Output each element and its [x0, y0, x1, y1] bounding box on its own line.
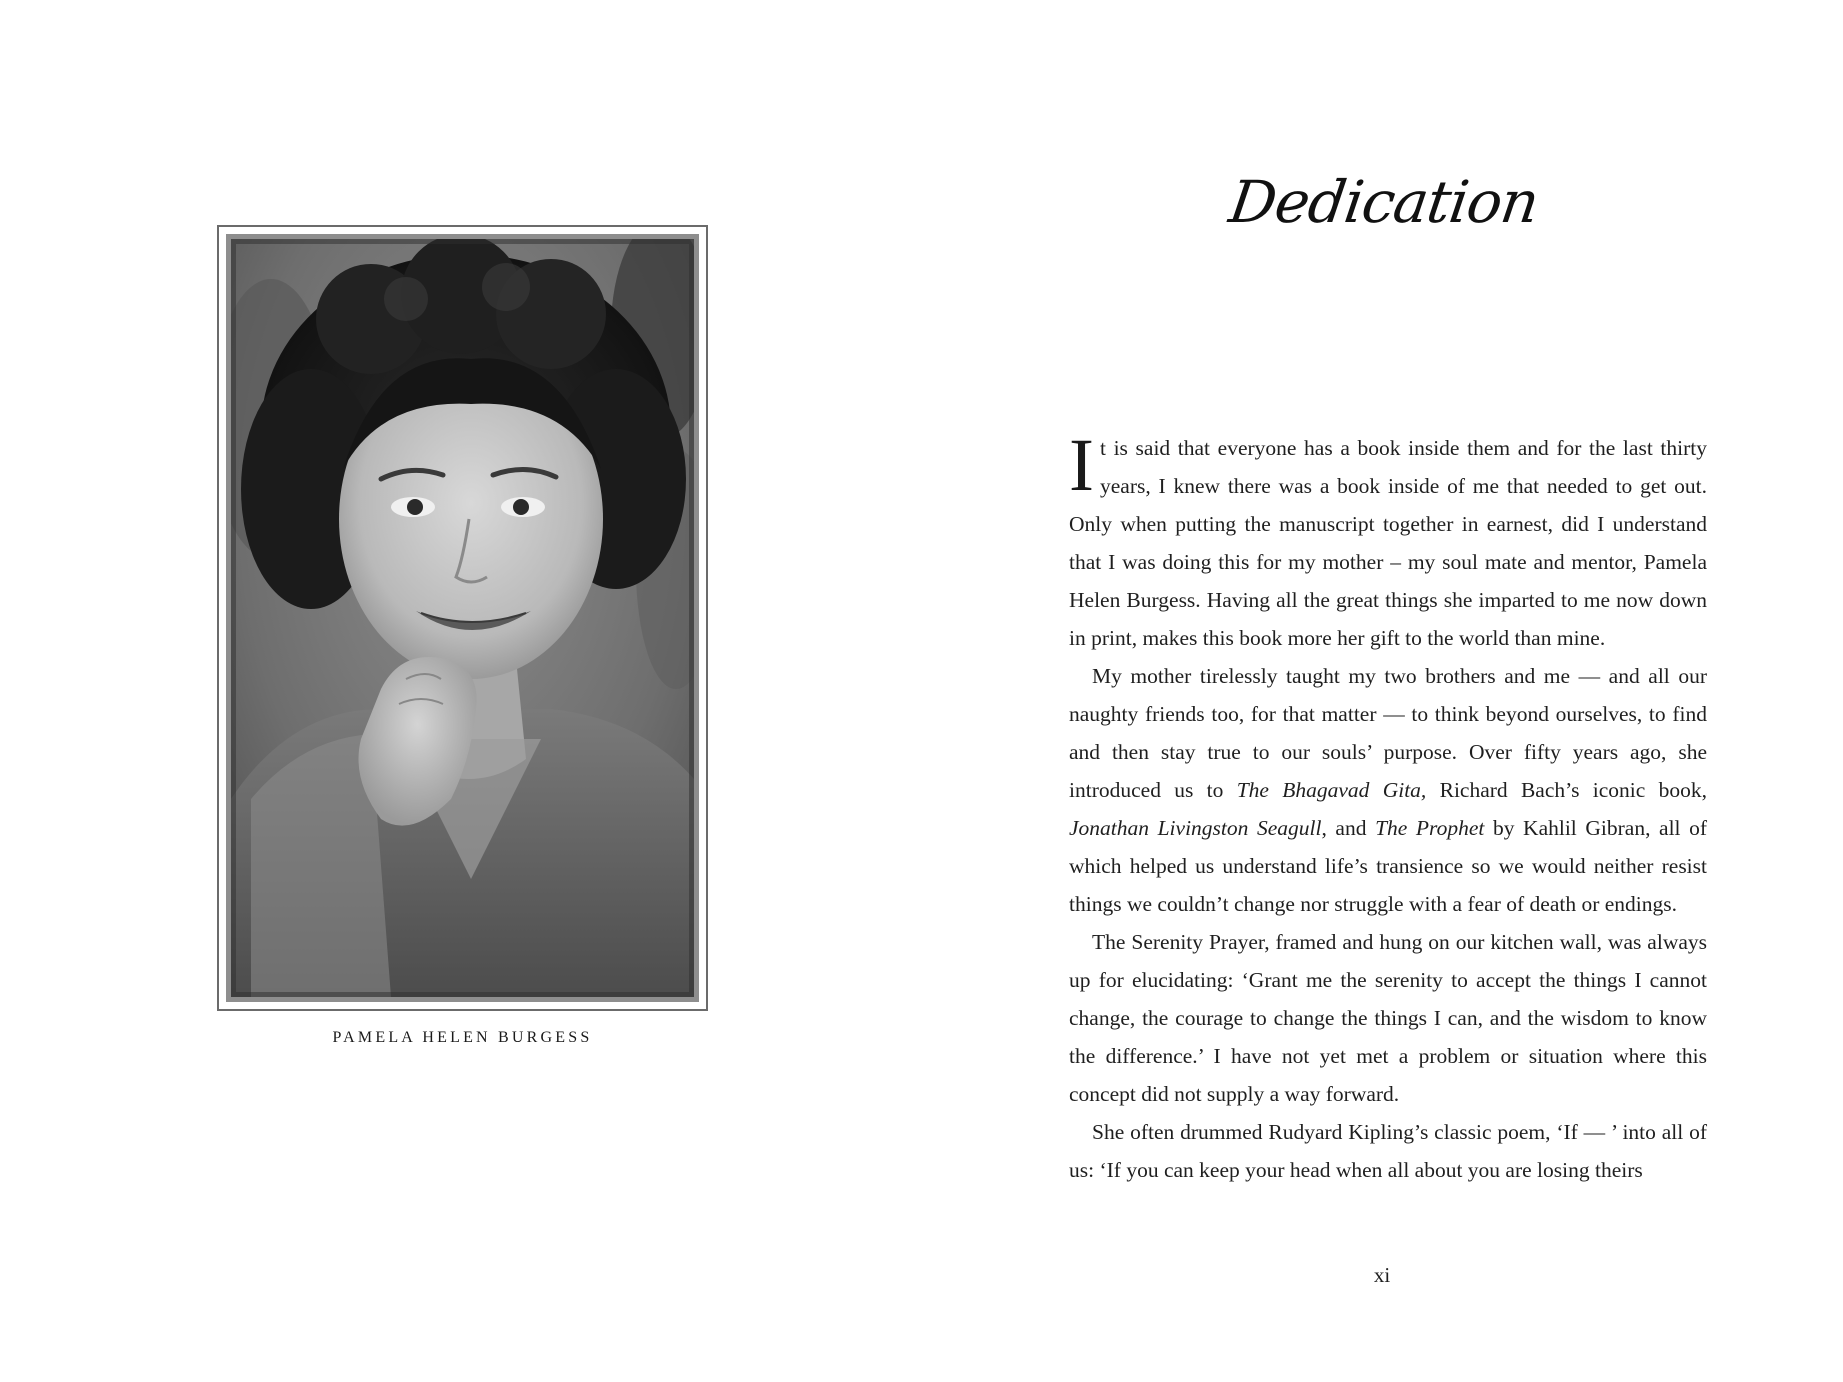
paragraph-2-run-4: by Kahlil Gibran, all of which helped us understand life’s transience so we would neither resist things we couldn’t change nor struggle with a fear of death or endings. [1069, 816, 1708, 916]
dedication-heading: Dedication [1225, 168, 1543, 236]
paragraph-1 [1069, 424, 1707, 657]
book-title-jonathan-livingston-seagull: Jonathan Livingston Seagull [1069, 816, 1322, 840]
book-title-the-prophet: The Prophet [1375, 816, 1485, 840]
portrait-photo [231, 239, 694, 997]
paragraph-2-run-2: Richard Bach’s iconic book, [1426, 778, 1707, 802]
portrait-photo-frame [217, 225, 708, 1011]
paragraph-1-text: t is said that everyone has a book inside them and for the last thirty years, I knew there was a book inside of me that needed to get out. Only when putting the manuscript together in earnest, did I understand that I was doing this for my mother – my soul mate and mentor, Pamela Helen Burgess. Having all the great things she imparted to me now down in print, makes this book more her gift to the world than mine. [1069, 436, 1707, 650]
paragraph-3: The Serenity Prayer, framed and hung on our kitchen wall, was always up for elucidating: ‘Grant me the serenity to accept the things I cannot change, the courage to change the things I can, and the wisdom to know the difference.’ I have not yet met a problem or situation where this concept did not supply a way forward. [1069, 930, 1707, 1106]
dedication-body [1069, 424, 1708, 1189]
book-title-bhagavad-gita: The Bhagavad Gita, [1236, 778, 1427, 802]
portrait-photo-mat [226, 234, 699, 1002]
drop-cap: I [1069, 424, 1094, 507]
photo-caption: PAMELA HELEN BURGESS [332, 1029, 593, 1046]
paragraph-4: She often drummed Rudyard Kipling’s classic poem, ‘If — ’ into all of us: ‘If you can keep your head when all about you are losing theirs [1069, 1120, 1707, 1182]
paragraph-2-run-1: My mother tirelessly taught my two brothers and me — and all our naughty friends too, for that matter — to think beyond ourselves, to find and then stay true to our souls’ purpose. Over fifty years ago, she introduced us to [1069, 664, 1707, 802]
paragraph-2-run-3: , and [1321, 816, 1376, 840]
paragraph-2 [1069, 657, 1707, 923]
page-number: xi [1373, 1263, 1391, 1287]
